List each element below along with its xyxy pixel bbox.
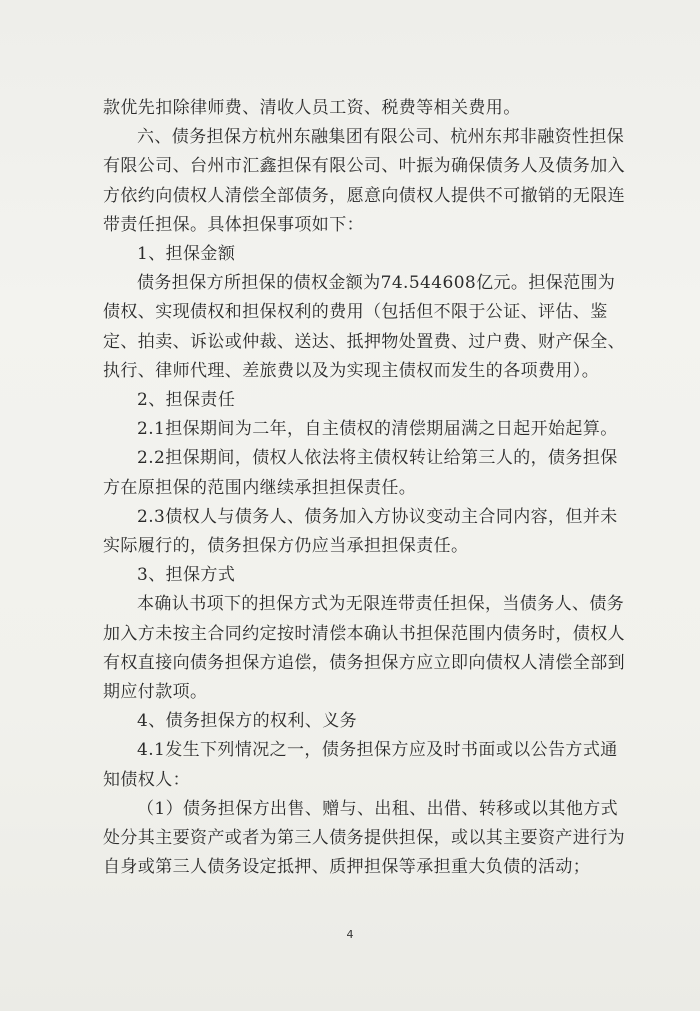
- section-heading: 2、担保责任: [137, 390, 236, 411]
- paragraph: 债务担保方所担保的债权金额为74.544608亿元。担保范围为债权、实现债权和担保权利的费用（包括但不限于公证、评估、鉴定、拍卖、诉讼或仲裁、送达、抵押物处置费、过户费、财产保全、执行、律师代理、差旅费以及为实现主债权而发生的各项费用）。: [103, 273, 625, 381]
- paragraph: （1）债务担保方出售、赠与、出租、出借、转移或以其他方式处分其主要资产或者为第三人债务提供担保，或以其主要资产进行为自身或第三人债务设定抵押、质押担保等承担重大负债的活动；: [103, 798, 625, 878]
- paragraph: 2.2担保期间，债权人依法将主债权转让给第三人的，债务担保方在原担保的范围内继续承担担保责任。: [103, 448, 618, 498]
- paragraph: 4.1发生下列情况之一，债务担保方应及时书面或以公告方式通知债权人：: [103, 740, 618, 790]
- paragraph: 六、债务担保方杭州东融集团有限公司、杭州东邦非融资性担保有限公司、台州市汇鑫担保有限公司、叶振为确保债务人及债务加入方依约向债权人清偿全部债务，愿意向债权人提供不可撤销的无限连带责任担保。具体担保事项如下：: [103, 127, 625, 235]
- document-body: [103, 94, 628, 882]
- section-heading: 1、担保金额: [137, 244, 236, 265]
- paragraph: 本确认书项下的担保方式为无限连带责任担保，当债务人、债务加入方未按主合同约定按时清偿本确认书担保范围内债务时，债权人有权直接向债务担保方追偿，债务担保方应立即向债权人清偿全部到期应付款项。: [103, 594, 625, 703]
- paragraph: 款优先扣除律师费、清收人员工资、税费等相关费用。: [103, 98, 521, 118]
- paragraph: 2.3债权人与债务人、债务加入方协议变动主合同内容，但并未实际履行的，债务担保方仍应当承担担保责任。: [103, 506, 618, 557]
- paragraph: 2.1担保期间为二年，自主债权的清偿期届满之日起开始起算。: [137, 419, 618, 440]
- section-heading: 4、债务担保方的权利、义务: [137, 711, 358, 732]
- section-heading: 3、担保方式: [137, 565, 236, 586]
- page-number: 4: [346, 928, 354, 941]
